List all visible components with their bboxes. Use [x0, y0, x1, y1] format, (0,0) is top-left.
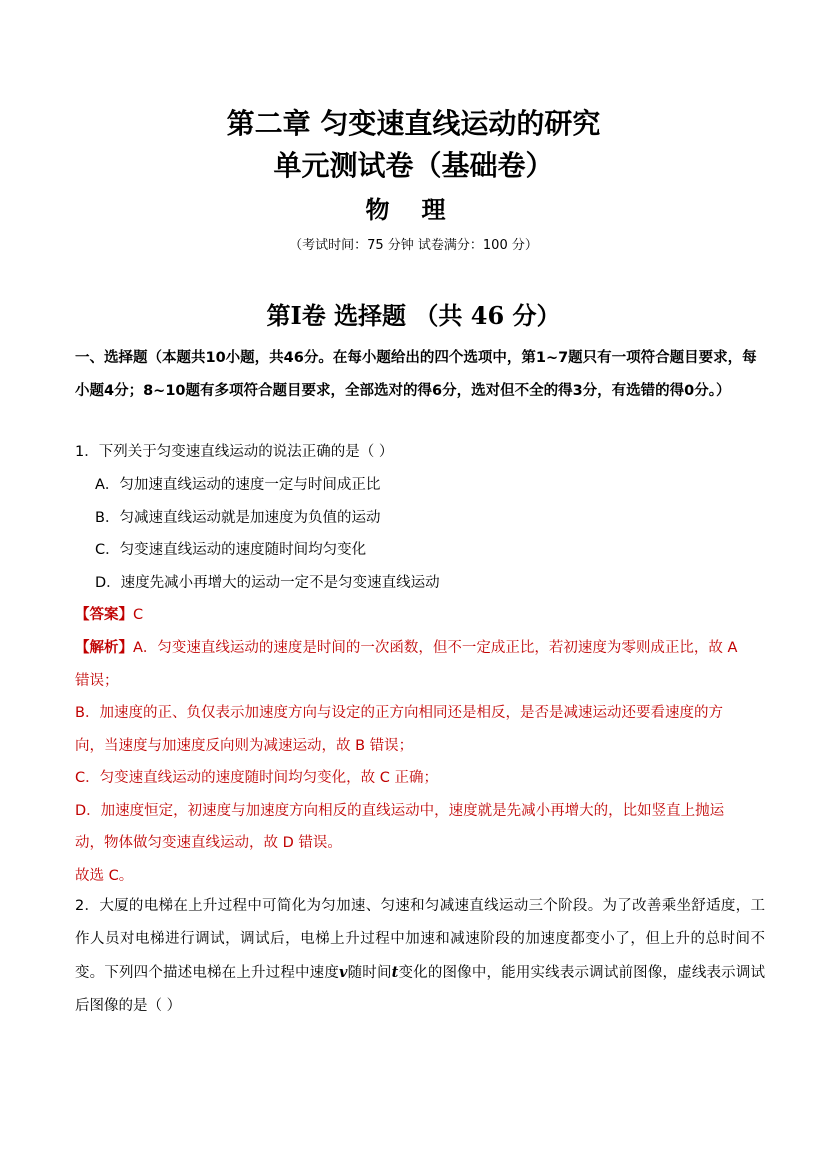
- question-2-stem: [75, 890, 765, 1023]
- question-1-option-c: C．匀变速直线运动的速度随时间均匀变化: [95, 542, 367, 558]
- analysis-label: 【解析】: [75, 640, 133, 656]
- question-2-text-2: 随时间: [347, 965, 392, 981]
- answer-label: 【答案】: [75, 607, 133, 623]
- analysis-d-line1: D．加速度恒定，初速度与加速度方向相反的直线运动中，速度就是先减小再增大的，比如竖直上抛运: [75, 803, 725, 819]
- variable-t: t: [391, 964, 399, 981]
- analysis-a-line1: [75, 632, 765, 665]
- subject-title: 物理: [365, 195, 478, 224]
- variable-v: v: [339, 964, 348, 981]
- section-instructions: 一、选择题（本题共10小题，共46分。在每小题给出的四个选项中，第1~7题只有一项符合题目要求，每小题4分；8~10题有多项符合题目要求，全部选对的得6分，选对但不全的得3分，有选错的得0分。）: [75, 350, 757, 399]
- section-title: 第Ⅰ卷 选择题 （共 46 分）: [266, 301, 561, 330]
- analysis-d-line2: 动，物体做匀变速直线运动，故 D 错误。: [75, 835, 342, 851]
- chapter-title: 第二章 匀变速直线运动的研究: [226, 107, 601, 140]
- analysis-a-text: A．匀变速直线运动的速度是时间的一次函数，但不一定成正比，若初速度为零则成正比，故 A: [133, 640, 738, 656]
- exam-info: （考试时间：75 分钟 试卷满分：100 分）: [289, 238, 538, 253]
- analysis-b-line1: B．加速度的正、负仅表示加速度方向与设定的正方向相同还是相反，是否是减速运动还要看速度的方: [75, 705, 723, 721]
- question-1-option-b: B．匀减速直线运动就是加速度为负值的运动: [95, 510, 381, 526]
- answer-value: C: [133, 607, 144, 623]
- test-title: 单元测试卷（基础卷）: [273, 149, 554, 182]
- analysis-c: C．匀变速直线运动的速度随时间均匀变化，故 C 正确；: [75, 770, 438, 786]
- question-1-stem: 1．下列关于匀变速直线运动的说法正确的是（ ）: [75, 444, 394, 460]
- analysis-b-line2: 向，当速度与加速度反向则为减速运动，故 B 错误；: [75, 738, 414, 754]
- question-1-option-d: D．速度先减小再增大的运动一定不是匀变速直线运动: [95, 575, 440, 591]
- question-1-option-a: A．匀加速直线运动的速度一定与时间成正比: [95, 477, 381, 493]
- question-2-text-1: 2．大厦的电梯在上升过程中可简化为匀加速、匀速和匀减速直线运动三个阶段。为了改善乘坐舒适度，工作人员对电梯进行调试，调试后，电梯上升过程中加速和减速阶段的加速度都变小了，但上升的总时间不变。下列四个描述电梯在上升过程中速度: [75, 898, 765, 981]
- analysis-a-line2: 错误；: [75, 673, 119, 689]
- question-2-text-3: 变化的图像中，能用实线表示调试前图像，虚线表示调试后图像的是（ ）: [75, 965, 766, 1014]
- analysis-conclusion: 故选 C。: [75, 868, 134, 884]
- question-1-answer: [75, 599, 765, 632]
